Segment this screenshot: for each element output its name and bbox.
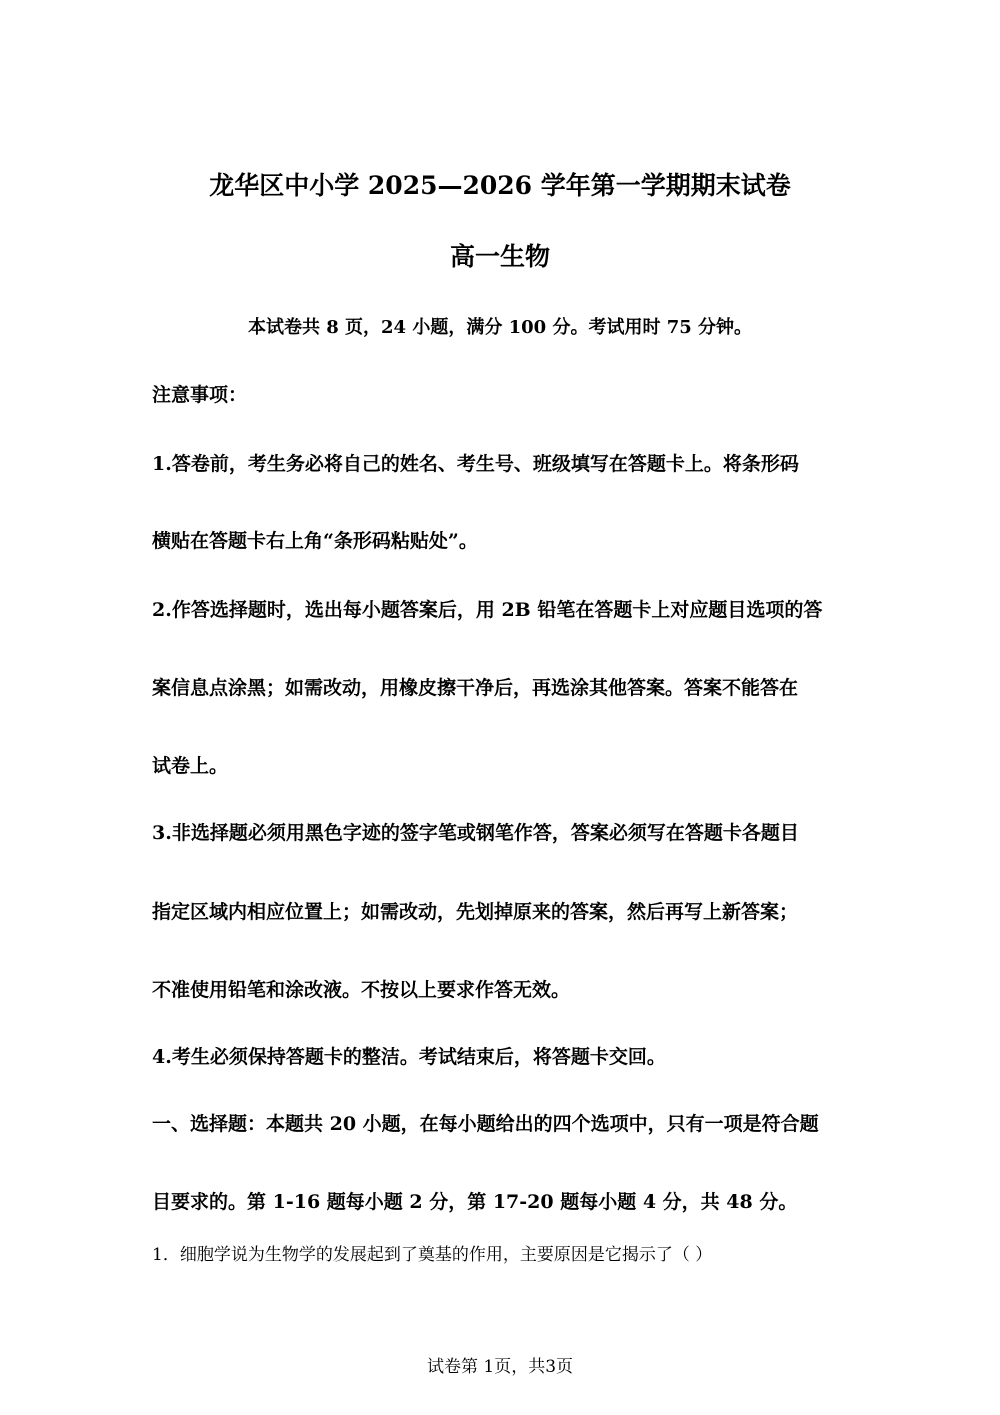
notice-line: 案信息点涂黑；如需改动，用橡皮擦干净后，再选涂其他答案。答案不能答在 [152, 677, 799, 699]
notice-line: 横贴在答题卡右上角“条形码粘贴处”。 [152, 530, 478, 552]
notice-line: 不准使用铅笔和涂改液。不按以上要求作答无效。 [152, 979, 571, 1001]
notice-line: 4.考生必须保持答题卡的整洁。考试结束后，将答题卡交回。 [152, 1046, 666, 1068]
question-1: 1．细胞学说为生物学的发展起到了奠基的作用，主要原因是它揭示了（ ） [152, 1245, 713, 1265]
page-footer: 试卷第 1页，共3页 [426, 1357, 574, 1377]
notice-line: 1.答卷前，考生务必将自己的姓名、考生号、班级填写在答题卡上。将条形码 [152, 453, 799, 475]
notice-line: 2.作答选择题时，选出每小题答案后，用 2B 铅笔在答题卡上对应题目选项的答 [152, 599, 823, 621]
exam-info: 本试卷共 8 页，24 小题，满分 100 分。考试用时 75 分钟。 [247, 317, 753, 338]
notice-heading: 注意事项： [152, 384, 248, 406]
notice-line: 指定区域内相应位置上；如需改动，先划掉原来的答案，然后再写上新答案； [152, 901, 799, 923]
section-heading: 一、选择题：本题共 20 小题，在每小题给出的四个选项中，只有一项是符合题 [152, 1113, 819, 1135]
exam-title: 龙华区中小学 2025—2026 学年第一学期期末试卷 [209, 171, 791, 200]
section-heading: 目要求的。第 1-16 题每小题 2 分，第 17-20 题每小题 4 分，共 48 分。 [152, 1191, 798, 1213]
notice-line: 试卷上。 [152, 755, 229, 777]
exam-subject: 高一生物 [449, 242, 550, 271]
notice-line: 3.非选择题必须用黑色字迹的签字笔或钢笔作答，答案必须写在答题卡各题目 [152, 822, 799, 844]
